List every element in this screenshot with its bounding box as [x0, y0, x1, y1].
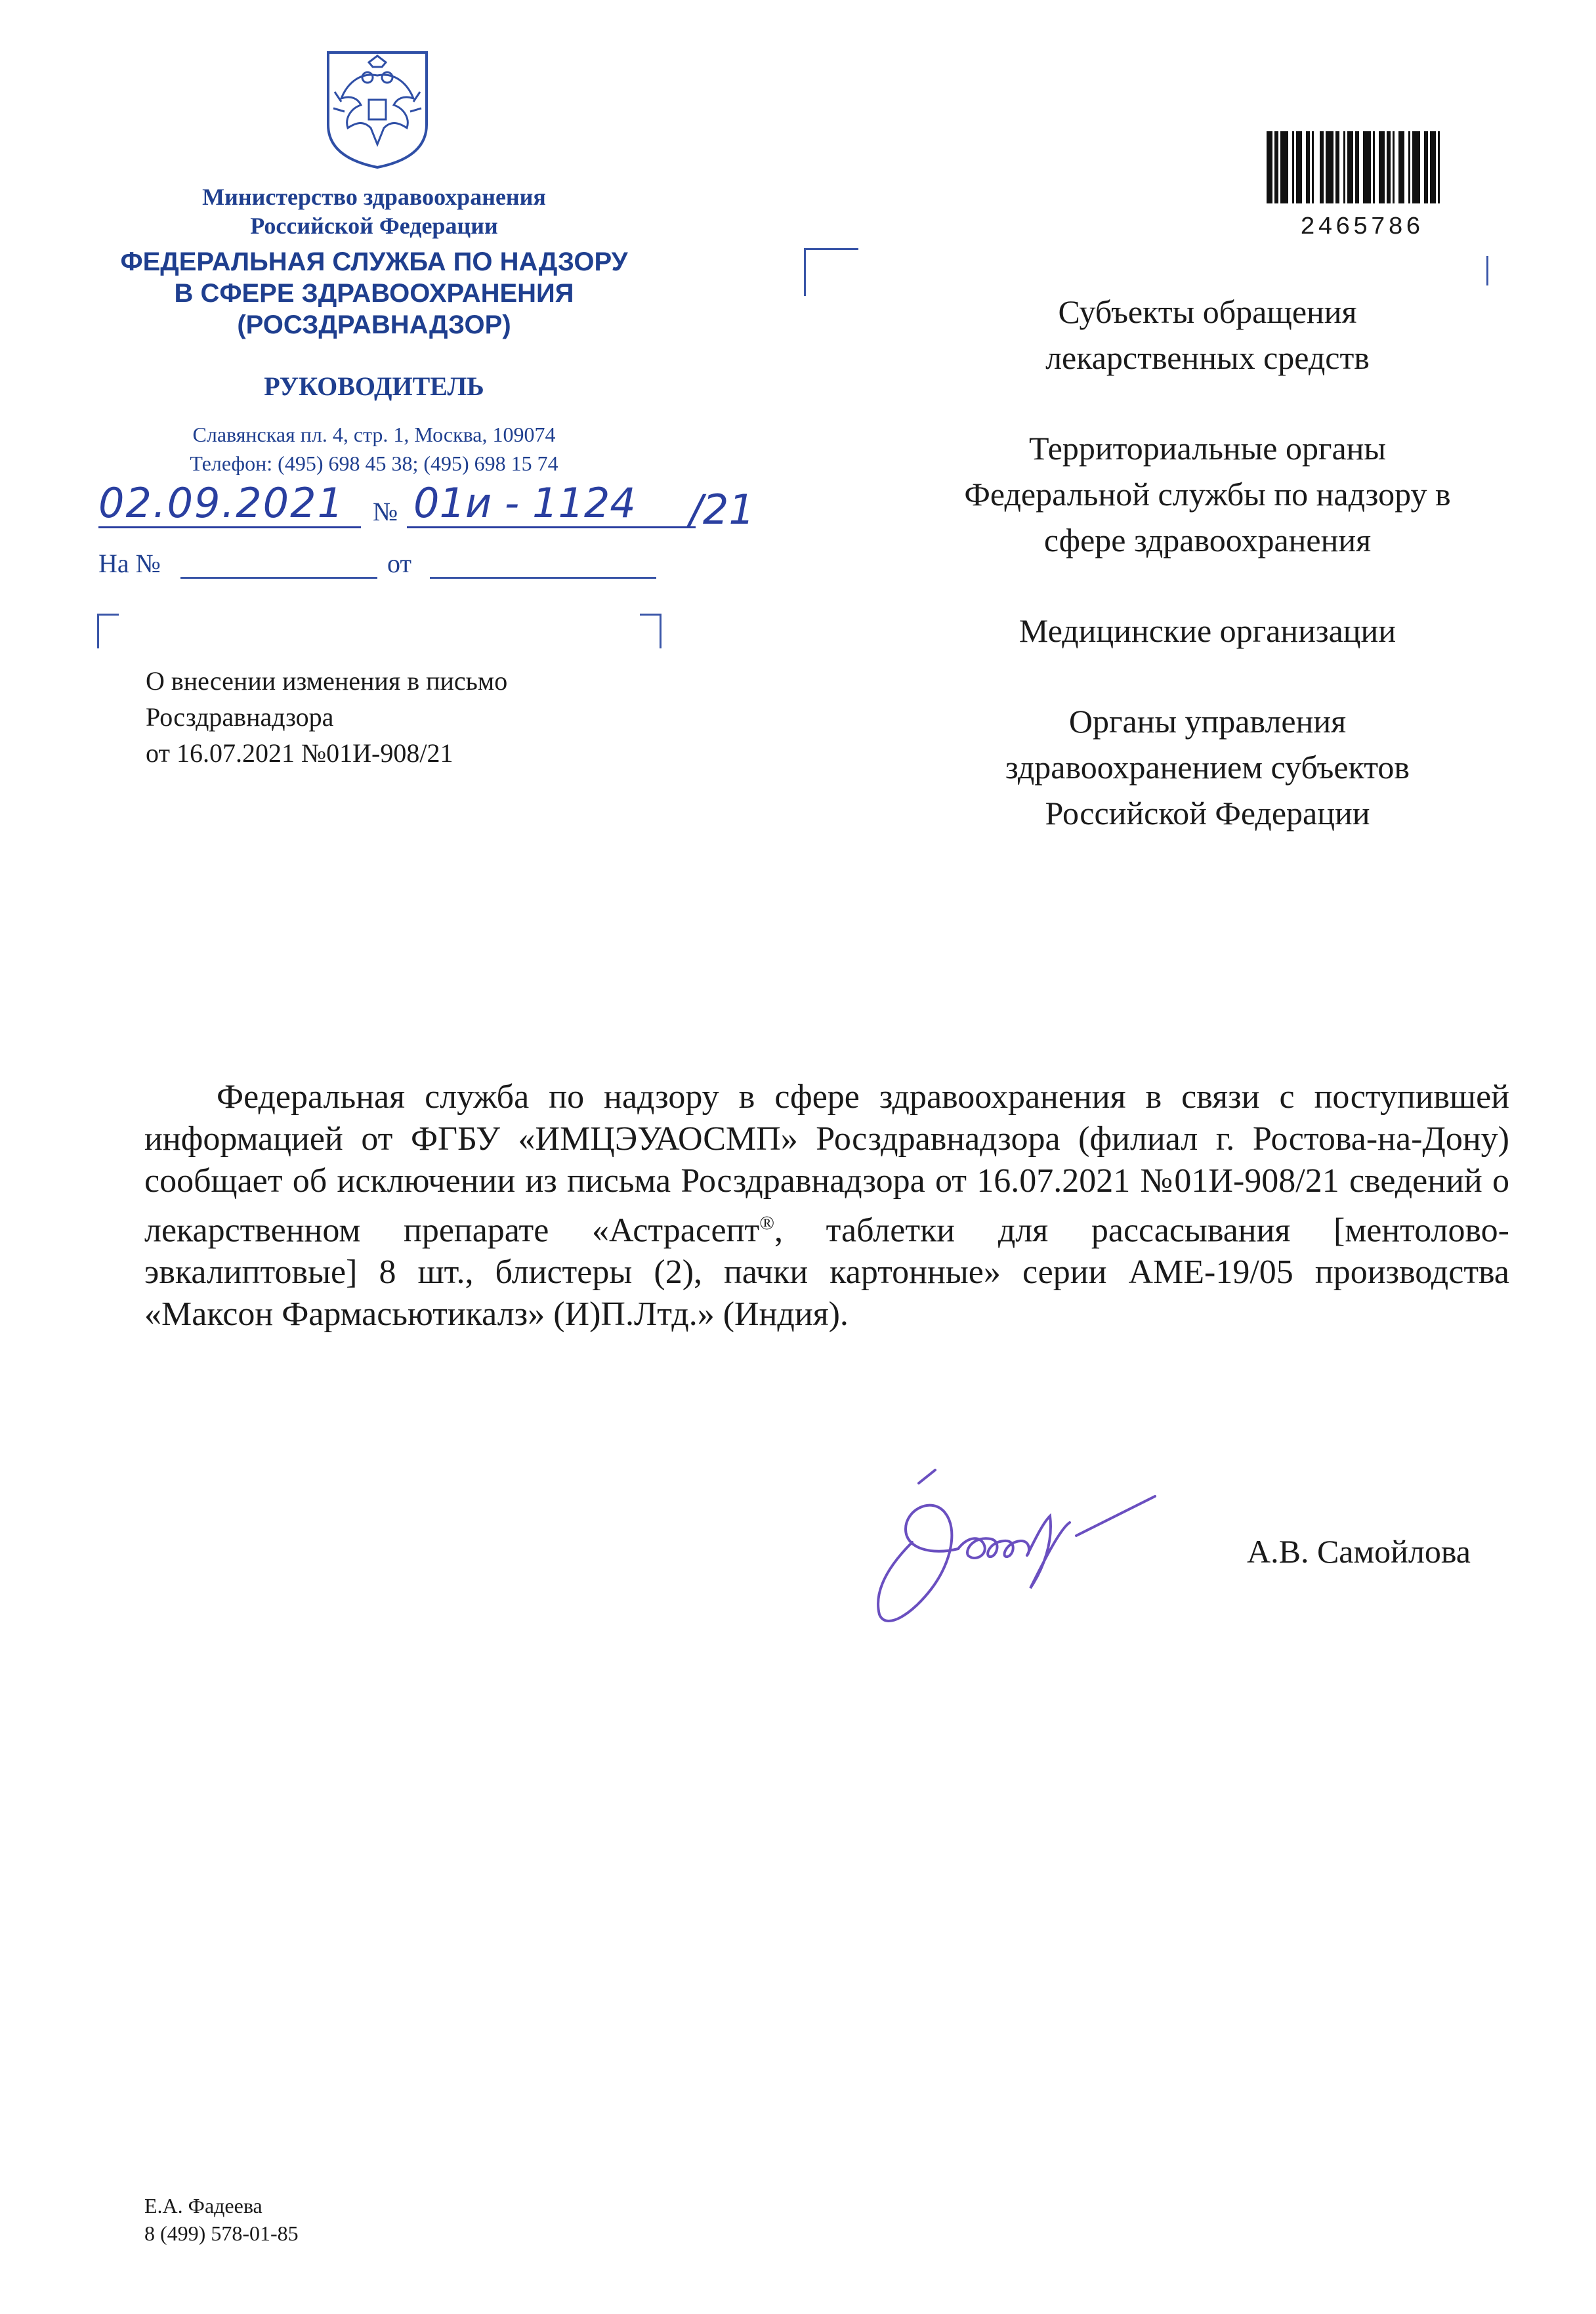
barcode-bar [1292, 131, 1294, 203]
addressee: Субъекты обращения лекарственных средств [1045, 293, 1370, 376]
phone: Телефон: (495) 698 45 38; (495) 698 15 74 [190, 452, 558, 475]
service-name-line: (РОСЗДРАВНАДЗОР) [237, 310, 511, 339]
coat-of-arms-icon [322, 46, 433, 171]
barcode-bar [1363, 131, 1371, 203]
barcode-bar [1320, 131, 1324, 203]
number-sign: № [373, 497, 398, 526]
barcode-bar [1312, 131, 1314, 203]
barcode-bar [1306, 131, 1310, 203]
signatory-name: А.В. Самойлова [1247, 1533, 1471, 1570]
ministry-line: Министерство здравоохранения [202, 184, 546, 210]
date-handwritten: 02.09.2021 [98, 479, 345, 527]
barcode-bar [1280, 131, 1288, 203]
service-name-line: В СФЕРЕ ЗДРАВООХРАНЕНИЯ [174, 279, 574, 308]
body-paragraph: Федеральная служба по надзору в сфере здравоохранения в связи с поступившей информацией от ФГБУ «ИМЦЭУАОСМП» Росздравнадзора (филиал г. Ростова-на-Дону) сообщает об исключении из письма Росздравнадзора от 16.07.2021 №01И-908/21 сведений о лекарственном препарате «Астрасепт®, таблетки для рассасывания [ментолово-эвкалиптовые] 8 шт., блистеры (2), пачки картонные» серии АМЕ-19/05 производства «Максон Фармасьютикалз» (И)П.Лтд.» (Индия). [144, 1078, 1509, 1334]
barcode-bar [1412, 131, 1420, 203]
signature-icon [833, 1457, 1175, 1634]
ref-date-field [430, 577, 656, 579]
number-handwritten: 01и - 1124 [413, 479, 636, 527]
barcode-number: 2465786 [1300, 213, 1423, 242]
barcode-bar [1393, 131, 1395, 203]
corner-mark [640, 614, 662, 648]
ref-number-field [180, 577, 377, 579]
barcode-bar [1296, 131, 1302, 203]
barcode-bar [1347, 131, 1353, 203]
barcode-bar [1408, 131, 1410, 203]
addressee: Территориальные органы Федеральной службы по надзору в сфере здравоохранения [964, 430, 1451, 558]
subject: О внесении изменения в письмо Росздравнадзора от 16.07.2021 №01И-908/21 [146, 666, 508, 768]
corner-mark [97, 614, 119, 648]
executor-name: Е.А. Фадеева [144, 2194, 262, 2218]
barcode-bar [1379, 131, 1385, 203]
ref-label: На № [98, 549, 161, 578]
service-name-line: ФЕДЕРАЛЬНАЯ СЛУЖБА ПО НАДЗОРУ [120, 247, 628, 276]
barcode-bar [1326, 131, 1334, 203]
barcode-bar [1430, 131, 1436, 203]
addressee: Медицинские организации [1018, 612, 1396, 649]
barcode-bar [1335, 131, 1339, 203]
addressee-block [906, 289, 1509, 836]
barcode-icon [1267, 131, 1457, 203]
registered-mark: ® [759, 1212, 774, 1234]
address: Славянская пл. 4, стр. 1, Москва, 109074 [192, 423, 556, 446]
barcode-bar [1424, 131, 1428, 203]
barcode-bar [1343, 131, 1345, 203]
barcode-bar [1267, 131, 1272, 203]
corner-mark [804, 248, 858, 296]
barcode-bar [1398, 131, 1404, 203]
executor-phone: 8 (499) 578-01-85 [144, 2221, 299, 2245]
barcode-bar [1274, 131, 1278, 203]
barcode-bar [1355, 131, 1359, 203]
barcode-bar [1373, 131, 1375, 203]
ref-from-label: от [387, 549, 411, 578]
addressee: Органы управления здравоохранением субъектов Российской Федерации [1005, 703, 1410, 831]
barcode-bar [1438, 131, 1440, 203]
number-suffix: /21 [689, 486, 755, 534]
barcode-bar [1387, 131, 1391, 203]
corner-mark [1486, 256, 1488, 285]
position-title: РУКОВОДИТЕЛЬ [264, 371, 484, 401]
ministry-line: Российской Федерации [250, 213, 498, 239]
